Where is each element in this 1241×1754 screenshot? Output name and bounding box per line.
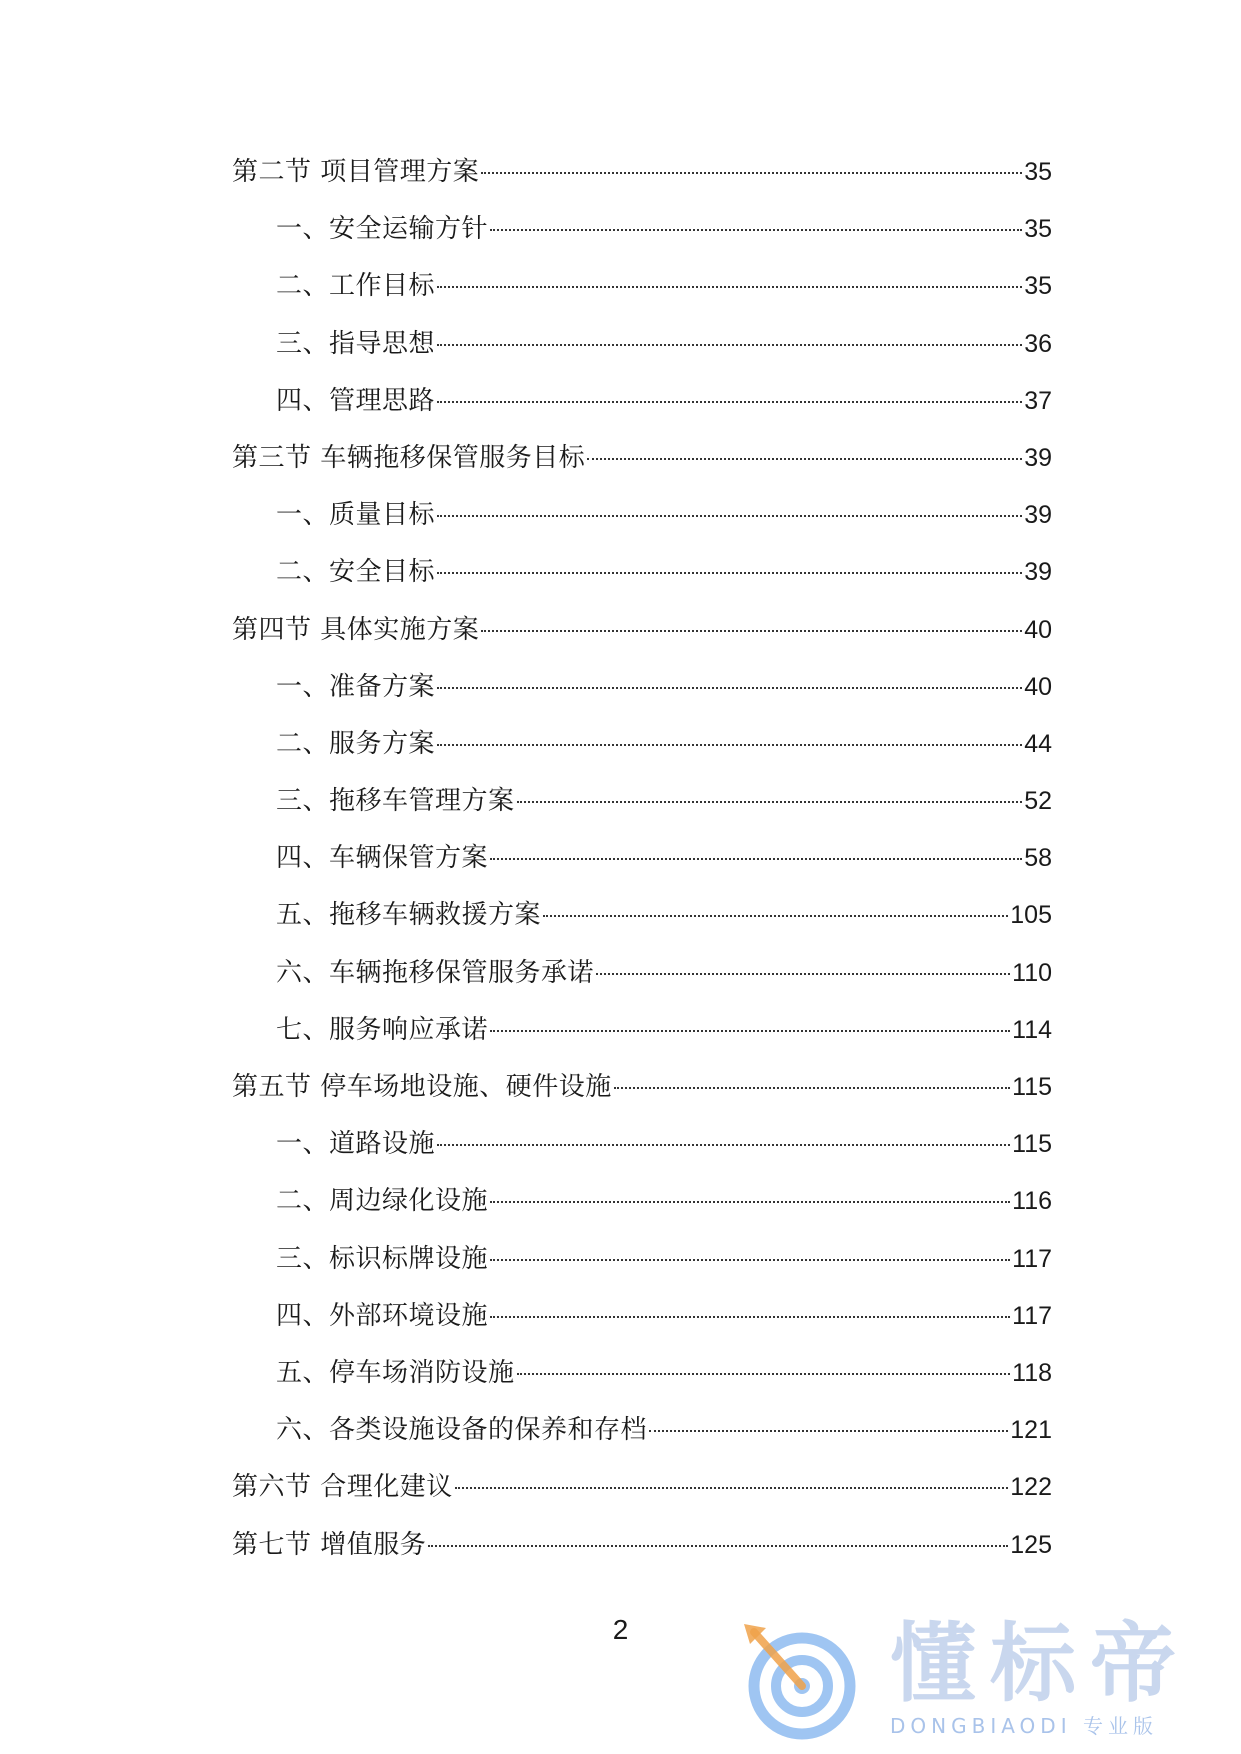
- toc-entry-title: 五、停车场消防设施: [276, 1357, 515, 1388]
- toc-entry-title: 第五节 停车场地设施、硬件设施: [232, 1072, 612, 1102]
- toc-entry-title: 二、服务方案: [276, 728, 436, 759]
- toc-dot-leader: [587, 458, 1022, 460]
- target-arrow-icon: [740, 1618, 865, 1743]
- toc-entry[interactable]: [232, 602, 1052, 659]
- toc-entry[interactable]: [232, 1059, 1052, 1116]
- toc-dot-leader: [437, 744, 1022, 746]
- toc-dot-leader: [437, 286, 1022, 288]
- toc-dot-leader: [481, 630, 1022, 632]
- toc-dot-leader: [490, 229, 1022, 231]
- toc-entry-page: 114: [1012, 1015, 1052, 1044]
- toc-entry-title: 第六节 合理化建议: [232, 1472, 453, 1503]
- toc-entry-title: 七、服务响应承诺: [276, 1014, 489, 1045]
- watermark-subtitle: DONGBIAODI 专业版: [890, 1714, 1158, 1738]
- toc-dot-leader: [543, 915, 1008, 917]
- toc-entry-page: 115: [1012, 1130, 1052, 1159]
- toc-entry[interactable]: [232, 830, 1052, 887]
- toc-dot-leader: [490, 1259, 1010, 1261]
- toc-entry-page: 116: [1012, 1187, 1052, 1216]
- toc-entry-page: 35: [1024, 158, 1052, 186]
- toc-dot-leader: [596, 973, 1010, 975]
- toc-dot-leader: [437, 344, 1022, 346]
- toc-dot-leader: [455, 1487, 1009, 1489]
- toc-entry[interactable]: [232, 887, 1052, 944]
- toc-entry-title: 一、道路设施: [276, 1129, 436, 1160]
- toc-entry[interactable]: [232, 430, 1052, 487]
- toc-entry-page: 121: [1010, 1416, 1052, 1445]
- toc-dot-leader: [517, 801, 1023, 803]
- toc-entry-title: 第四节 具体实施方案: [232, 614, 480, 645]
- toc-entry-page: 39: [1024, 443, 1052, 472]
- page-number: 2: [612, 1614, 629, 1645]
- toc-entry-title: 第三节 车辆拖移保管服务目标: [232, 442, 586, 473]
- toc-entry-title: 一、准备方案: [276, 671, 436, 702]
- toc-dot-leader: [481, 172, 1022, 174]
- toc-entry-page: 44: [1024, 729, 1052, 758]
- toc-entry-title: 第二节 项目管理方案: [232, 157, 480, 187]
- toc-entry-title: 四、管理思路: [276, 385, 436, 416]
- toc-dot-leader: [437, 515, 1022, 517]
- toc-dot-leader: [490, 1030, 1010, 1032]
- toc-entry-page: 117: [1012, 1244, 1052, 1273]
- watermark-title: 懂标帝: [890, 1614, 1190, 1714]
- toc-entry[interactable]: [232, 1345, 1052, 1402]
- toc-entry-title: 三、标识标牌设施: [276, 1243, 489, 1274]
- toc-dot-leader: [437, 1144, 1010, 1146]
- toc-entry-page: 40: [1024, 672, 1052, 701]
- toc-entry[interactable]: [232, 1459, 1052, 1516]
- toc-entry[interactable]: [232, 544, 1052, 601]
- toc-entry-page: 35: [1024, 272, 1052, 301]
- toc-entry-title: 六、各类设施设备的保养和存档: [276, 1415, 648, 1446]
- toc-entry[interactable]: [232, 1288, 1052, 1345]
- toc-entry[interactable]: [232, 487, 1052, 544]
- toc-entry-page: 39: [1024, 558, 1052, 587]
- toc-entry-title: 二、安全目标: [276, 557, 436, 588]
- toc-entry[interactable]: [232, 1517, 1052, 1574]
- toc-entry[interactable]: [232, 773, 1052, 830]
- toc-entry-title: 四、外部环境设施: [276, 1300, 489, 1331]
- toc-entry[interactable]: [232, 945, 1052, 1002]
- toc-entry[interactable]: [232, 1116, 1052, 1173]
- toc-entry-page: 122: [1010, 1473, 1052, 1502]
- toc-entry[interactable]: [232, 1231, 1052, 1288]
- toc-entry-page: 36: [1024, 329, 1052, 358]
- toc-dot-leader: [517, 1373, 1011, 1375]
- toc-entry-title: 六、车辆拖移保管服务承诺: [276, 957, 595, 988]
- toc-dot-leader: [437, 572, 1022, 574]
- toc-entry-page: 117: [1012, 1301, 1052, 1330]
- toc-entry-page: 37: [1024, 386, 1052, 415]
- toc-entry-page: 115: [1012, 1073, 1052, 1101]
- toc-entry-page: 52: [1024, 787, 1052, 816]
- toc-entry-title: 二、工作目标: [276, 271, 436, 302]
- toc-entry[interactable]: [232, 716, 1052, 773]
- toc-entry[interactable]: [232, 659, 1052, 716]
- toc-dot-leader: [437, 401, 1022, 403]
- toc-dot-leader: [428, 1545, 1008, 1547]
- toc-entry[interactable]: [232, 1173, 1052, 1230]
- toc-dot-leader: [614, 1087, 1010, 1089]
- toc-entry-page: 35: [1024, 215, 1052, 244]
- watermark-logo: [740, 1614, 1220, 1744]
- toc-entry-page: 118: [1012, 1358, 1052, 1387]
- table-of-contents: [232, 144, 1052, 1574]
- toc-entry[interactable]: [232, 1002, 1052, 1059]
- toc-entry-page: 110: [1012, 958, 1052, 987]
- toc-entry-title: 三、指导思想: [276, 328, 436, 359]
- toc-entry-page: 39: [1024, 501, 1052, 530]
- toc-entry[interactable]: [232, 373, 1052, 430]
- toc-dot-leader: [649, 1430, 1008, 1432]
- toc-entry[interactable]: [232, 258, 1052, 315]
- toc-entry-title: 第七节 增值服务: [232, 1529, 427, 1560]
- toc-entry-page: 105: [1010, 901, 1052, 930]
- toc-entry-title: 五、拖移车辆救援方案: [276, 900, 542, 931]
- toc-entry-title: 二、周边绿化设施: [276, 1186, 489, 1217]
- toc-dot-leader: [437, 687, 1022, 689]
- toc-entry-title: 四、车辆保管方案: [276, 843, 489, 874]
- toc-entry-page: 40: [1024, 615, 1052, 644]
- toc-entry[interactable]: [232, 316, 1052, 373]
- toc-entry[interactable]: [232, 201, 1052, 258]
- toc-entry-title: 三、拖移车管理方案: [276, 786, 515, 817]
- toc-dot-leader: [490, 858, 1022, 860]
- toc-entry-page: 125: [1010, 1530, 1052, 1559]
- toc-entry[interactable]: [232, 1402, 1052, 1459]
- toc-dot-leader: [490, 1201, 1010, 1203]
- toc-entry-page: 58: [1024, 844, 1052, 873]
- toc-entry[interactable]: [232, 144, 1052, 201]
- toc-dot-leader: [490, 1316, 1010, 1318]
- toc-entry-title: 一、质量目标: [276, 500, 436, 531]
- toc-entry-title: 一、安全运输方针: [276, 214, 489, 245]
